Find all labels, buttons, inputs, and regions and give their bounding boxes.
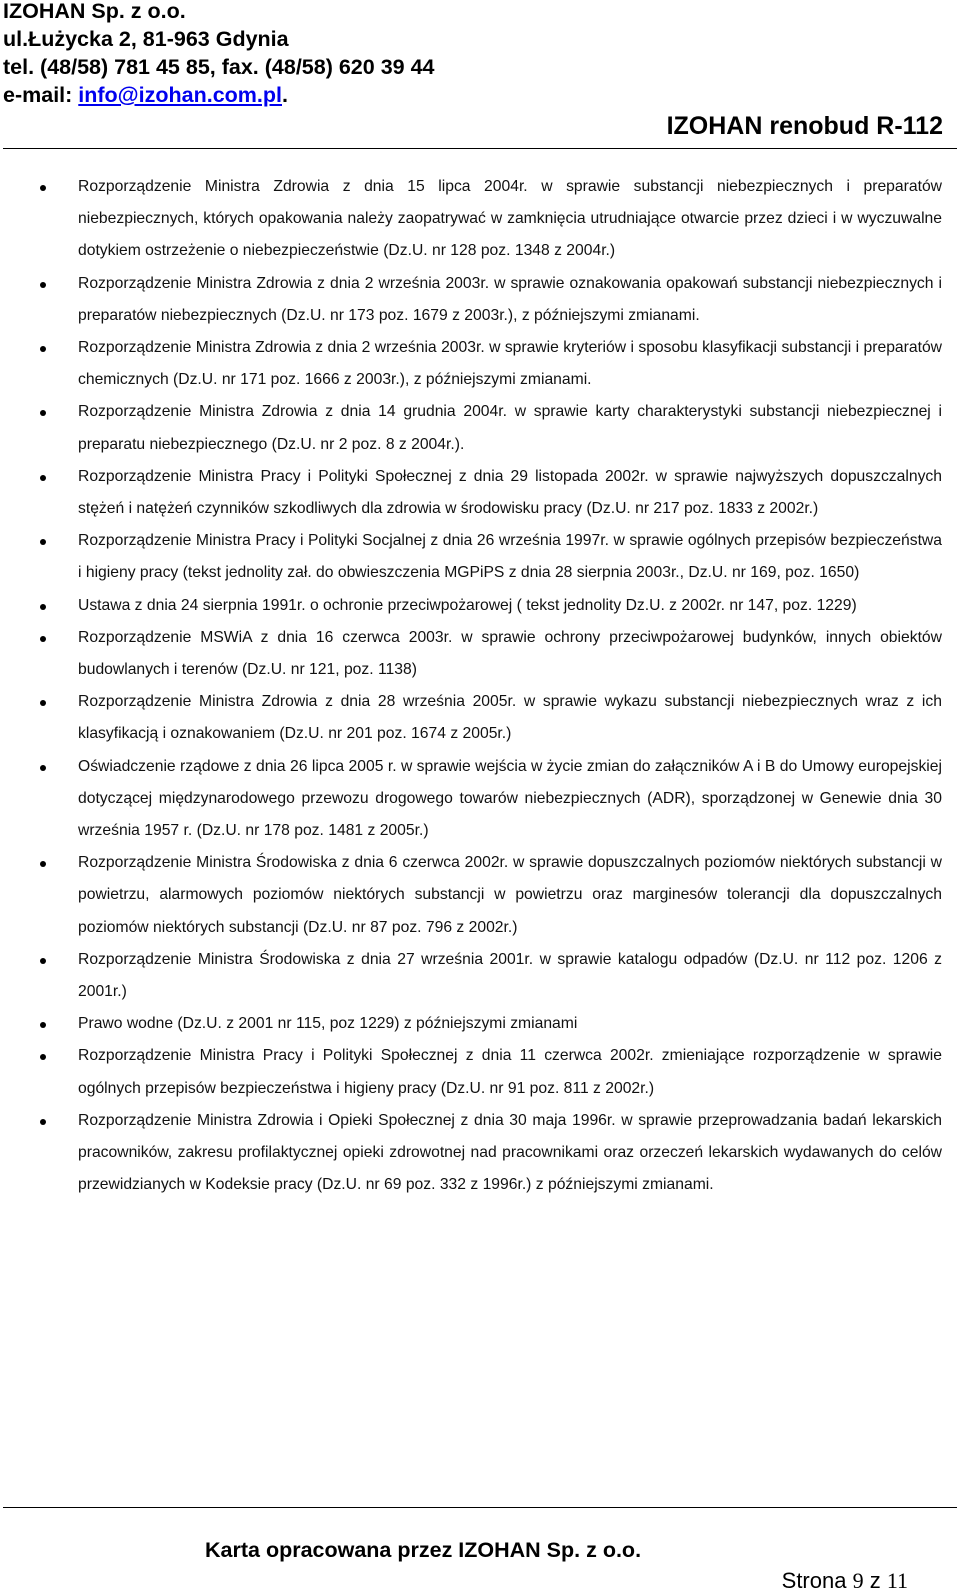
email-suffix: . <box>282 83 288 107</box>
page-current: 9 <box>852 1568 864 1593</box>
product-title: IZOHAN renobud R-112 <box>666 112 943 140</box>
company-phone: tel. (48/58) 781 45 85, fax. (48/58) 620 39 44 <box>3 55 435 79</box>
list-item: Rozporządzenie Ministra Pracy i Polityki Społecznej z dnia 11 czerwca 2002r. zmieniające rozporządzenie w sprawie ogólnych przepisów bezpieczeństwa i higieny pracy (Dz.U. nr 91 poz. 811 z 2002r.) <box>78 1040 942 1104</box>
list-item: Rozporządzenie Ministra Zdrowia z dnia 15 lipca 2004r. w sprawie substancji niebezpiecznych i preparatów niebezpiecznych, których opakowania należy zaopatrywać w zamknięcia utrudniające otwarcie przez dzieci i w wyczuwalne dotykiem ostrzeżenie o niebezpieczeństwie (Dz.U. nr 128 poz. 1348 z 2004r.) <box>78 171 942 268</box>
list-item: Rozporządzenie MSWiA z dnia 16 czerwca 2003r. w sprawie ochrony przeciwpożarowej budynków, innych obiektów budowlanych i terenów (Dz.U. nr 121, poz. 1138) <box>78 622 942 686</box>
page-number <box>782 1568 908 1594</box>
list-item: Prawo wodne (Dz.U. z 2001 nr 115, poz 1229) z późniejszymi zmianami <box>78 1008 942 1040</box>
list-item: Rozporządzenie Ministra Zdrowia z dnia 28 września 2005r. w sprawie wykazu substancji niebezpiecznych wraz z ich klasyfikacją i oznakowaniem (Dz.U. nr 201 poz. 1674 z 2005r.) <box>78 686 942 750</box>
footer-prepared-by: Karta opracowana przez IZOHAN Sp. z o.o. <box>205 1538 642 1562</box>
footer-divider <box>3 1507 957 1508</box>
regulations-list <box>0 171 960 1202</box>
list-item: Rozporządzenie Ministra Środowiska z dnia 27 września 2001r. w sprawie katalogu odpadów (Dz.U. nr 112 poz. 1206 z 2001r.) <box>78 944 942 1008</box>
page-total: 11 <box>886 1568 908 1593</box>
list-item: Rozporządzenie Ministra Zdrowia z dnia 2 września 2003r. w sprawie kryteriów i sposobu klasyfikacji substancji i preparatów chemicznych (Dz.U. nr 171 poz. 1666 z 2003r.), z późniejszymi zmianami. <box>78 332 942 396</box>
list-item: Rozporządzenie Ministra Zdrowia i Opieki Społecznej z dnia 30 maja 1996r. w sprawie przeprowadzania badań lekarskich pracowników, zakresu profilaktycznej opieki zdrowotnej nad pracownikami oraz orzeczeń lekarskich wydawanych do celów przewidzianych w Kodeksie pracy (Dz.U. nr 69 poz. 332 z 1996r.) z późniejszymi zmianami. <box>78 1105 942 1202</box>
list-item: Rozporządzenie Ministra Pracy i Polityki Socjalnej z dnia 26 września 1997r. w sprawie ogólnych przepisów bezpieczeństwa i higieny pracy (tekst jednolity zał. do obwieszczenia MGPiPS z dnia 28 sierpnia 2003r., Dz.U. nr 169, poz. 1650) <box>78 525 942 589</box>
list-item: Rozporządzenie Ministra Zdrowia z dnia 14 grudnia 2004r. w sprawie karty charakterystyki substancji niebezpiecznej i preparatu niebezpiecznego (Dz.U. nr 2 poz. 8 z 2004r.). <box>78 396 942 460</box>
list-item: Ustawa z dnia 24 sierpnia 1991r. o ochronie przeciwpożarowej ( tekst jednolity Dz.U. z 2002r. nr 147, poz. 1229) <box>78 590 942 622</box>
company-address: ul.Łużycka 2, 81-963 Gdynia <box>3 27 289 51</box>
company-email-line <box>3 81 435 109</box>
company-header <box>3 0 435 109</box>
page-word: Strona <box>781 1568 853 1593</box>
list-item: Rozporządzenie Ministra Zdrowia z dnia 2 września 2003r. w sprawie oznakowania opakowań substancji niebezpiecznych i preparatów niebezpiecznych (Dz.U. nr 173 poz. 1679 z 2003r.), z późniejszymi zmianami. <box>78 268 942 332</box>
list-item: Oświadczenie rządowe z dnia 26 lipca 2005 r. w sprawie wejścia w życie zmian do załączników A i B do Umowy europejskiej dotyczącej międzynarodowego przewozu drogowego towarów niebezpiecznych (ADR), sporządzonej w Genewie dnia 30 września 1957 r. (Dz.U. nr 178 poz. 1481 z 2005r.) <box>78 751 942 848</box>
list-item: Rozporządzenie Ministra Środowiska z dnia 6 czerwca 2002r. w sprawie dopuszczalnych poziomów niektórych substancji w powietrzu, alarmowych poziomów niektórych substancji w powietrzu oraz marginesów tolerancji dla dopuszczalnych poziomów niektórych substancji (Dz.U. nr 87 poz. 796 z 2002r.) <box>78 847 942 944</box>
email-link[interactable]: info@izohan.com.pl <box>78 83 282 107</box>
page-of: z <box>863 1568 887 1593</box>
email-label: e-mail: <box>3 83 79 107</box>
company-name: IZOHAN Sp. z o.o. <box>3 0 186 23</box>
list-item: Rozporządzenie Ministra Pracy i Polityki Społecznej z dnia 29 listopada 2002r. w sprawie najwyższych dopuszczalnych stężeń i natężeń czynników szkodliwych dla zdrowia w środowisku pracy (Dz.U. nr 217 poz. 1833 z 2002r.) <box>78 461 942 525</box>
header-divider <box>3 148 957 149</box>
